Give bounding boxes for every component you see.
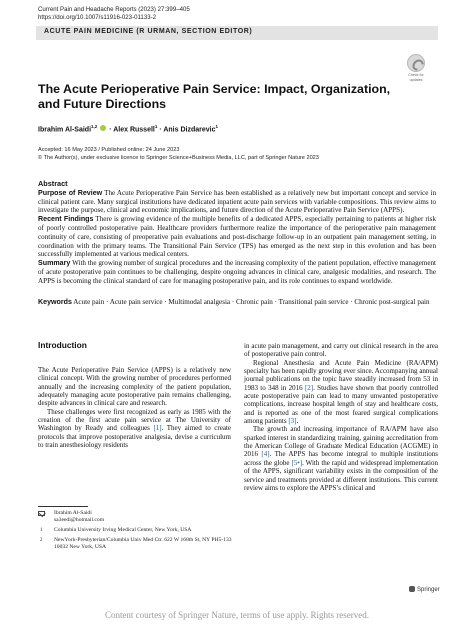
- keywords-text: Acute pain · Acute pain service · Multimodal analgesia · Chronic pain · Transitional pain service · Chronic post-surgical pain: [71, 298, 430, 306]
- paragraph-text: . Studies have shown that poorly controlled acute postoperative pain can lead to many unwanted postoperative complications, increase hospital length of stay and healthcare costs, and is reported as one of the most feared surgical complications among patients: [244, 383, 439, 426]
- springer-horse-icon: [409, 586, 415, 592]
- purpose-text: The Acute Perioperative Pain Service has been established as a relatively new but important concept and service in clinical patient care. Many surgical institutions have dedicated inpatient acute pain services with variable compositions. This review aims to investigate the purpose, clinical and economic implications, and future direction of the Acute Perioperative Pain Service (APPS).: [38, 188, 436, 215]
- paragraph-text: These challenges were first recognized as early as 1985 with the creation of the first acute pain service at The University of Washington by Ready and colleagues: [38, 407, 231, 433]
- author-name[interactable]: Anis Dizdarevic: [163, 126, 216, 134]
- author-name[interactable]: Ibrahim Al-Saidi: [38, 126, 92, 134]
- findings-label: Recent Findings: [38, 215, 94, 224]
- abstract: [38, 180, 436, 286]
- check-updates-icon: [407, 54, 425, 72]
- check-updates-label-1: Check for: [408, 73, 424, 77]
- author-name[interactable]: Alex Russell: [113, 126, 155, 134]
- copyright-line: © The Author(s), under exclusive licence to Springer Science+Business Media, LLC, part of Springer Nature 2023: [38, 154, 319, 161]
- citation-link[interactable]: [2]: [304, 383, 314, 392]
- right-column: [244, 342, 438, 492]
- author-separator: ·: [107, 126, 114, 134]
- intro-paragraph: [38, 408, 231, 450]
- summary-text: With the growing number of surgical procedures and the increasing complexity of the patient population, effective management of acute postoperative pain continues to be challenging, despite ongoing advances in clinical care, analgesic modalities, and research. The APPS is becoming the clinical standard of care for managing postoperative pain, and its role continues to expand worldwide.: [38, 259, 436, 285]
- footnote-mark: 2: [40, 538, 43, 543]
- paragraph-text: . The APPS has become integral to multiple institutions across the globe: [244, 450, 438, 467]
- check-updates-label-2: updates: [409, 78, 423, 82]
- introduction-heading: Introduction: [38, 340, 87, 350]
- abstract-summary: [38, 259, 436, 285]
- courtesy-watermark: Content courtesy of Springer Nature, terms of use apply. Rights reserved.: [104, 610, 370, 620]
- corresponding-name: Ibrahim Al-Saidi: [54, 510, 92, 516]
- paragraph-text: The growth and increasing importance of RA/APM have also sparked interest in standardizing training, gaining accreditation from the American College of Graduate Medical Education (ACGME) in 2016: [244, 425, 438, 459]
- affiliation-text: Columbia University Irving Medical Center, New York, USA: [54, 527, 192, 533]
- corresponding-email[interactable]: sa3eedi@hotmail.com: [54, 517, 105, 523]
- author-separator: ·: [157, 126, 164, 134]
- purpose-label: Purpose of Review: [38, 188, 103, 197]
- doi-link[interactable]: https://doi.org/10.1007/s11916-023-01133-2: [38, 14, 157, 21]
- footnote-mark: 1: [40, 528, 43, 533]
- citation-link[interactable]: [1]: [153, 424, 162, 433]
- citation-link[interactable]: [4]: [261, 450, 270, 459]
- intro-paragraph: [244, 359, 438, 426]
- citation-link[interactable]: [3]: [288, 417, 297, 426]
- author-affiliation: 1: [154, 124, 158, 129]
- section-label: ACUTE PAIN MEDICINE (R URMAN, SECTION EDITOR): [44, 28, 253, 35]
- corresponding-author: [38, 510, 233, 524]
- keywords-label: Keywords: [38, 298, 72, 306]
- envelope-icon: [38, 511, 45, 516]
- paragraph-text: Regional Anesthesia and Acute Pain Medicine (RA/APM) specialty has been rapidly growing ever since. Accompanying annual journal publications on the topic have steadily increased from 53 in 1983 to 348 in 2016: [244, 358, 438, 392]
- footnote-divider: [38, 506, 88, 507]
- findings-text: There is growing evidence of the multiple benefits of a dedicated APPS, especially pertaining to patients at higher risk of poorly controlled postoperative pain. Healthcare providers furthermore realize the importance of the perioperative pain management continuity of care, consisting of preoperative pain evaluations and post-discharge follow-up in an outpatient pain management setting, in coordination with the primary teams. The Transitional Pain Service (TPS) has emerged as the next step in this evolution and has been successfully implemented at various medical centers.: [38, 215, 436, 259]
- journal-citation: [38, 6, 190, 22]
- abstract-purpose: [38, 189, 436, 215]
- intro-paragraph: in acute pain management, and carry out clinical research in the area of postoperative pain control.: [244, 342, 438, 359]
- author-affiliation: 1: [215, 124, 218, 129]
- publisher-logo: [409, 586, 440, 593]
- publication-dates: [38, 147, 319, 162]
- left-column: [38, 366, 231, 449]
- paragraph-text: . With the rapid and widespread implementation of the APPS, significant variability exists in the composition of the service and treatments provided at different institutions. This current review aims to explore the APPS’s clinical and: [244, 458, 438, 492]
- check-for-updates-badge[interactable]: [404, 54, 428, 82]
- journal-issue: Current Pain and Headache Reports (2023) 27:399–405: [38, 6, 190, 13]
- accepted-published: Accepted: 16 May 2023 / Published online: 24 June 2023: [38, 147, 180, 153]
- author-list: [38, 124, 218, 133]
- affiliation-footnote: [38, 537, 233, 551]
- section-bar: [36, 26, 438, 40]
- affiliation-text: NewYork-Presbyterian/Columbia Univ Med Ctr. 622 W 168th St, NY PH5-133 10032 New York, USA: [54, 537, 232, 550]
- orcid-icon[interactable]: [100, 125, 106, 131]
- paragraph-text: .: [296, 417, 299, 426]
- intro-paragraph: [244, 425, 438, 492]
- affiliation-footnote: [38, 527, 233, 534]
- abstract-findings: [38, 215, 436, 259]
- abstract-heading: Abstract: [38, 179, 68, 188]
- keywords: [38, 298, 438, 307]
- author-affiliation: 1,2: [91, 124, 98, 129]
- publisher-name: Springer: [417, 587, 440, 593]
- intro-paragraph: The Acute Perioperative Pain Service (APPS) is a relatively new clinical concept. With the growing number of procedures performed annually and the increasing complexity of the patient population, adequately managing acute postoperative pain remains challenging, despite advances in clinical care and research.: [38, 366, 231, 408]
- footnotes: [38, 510, 233, 554]
- citation-link[interactable]: [5•]: [291, 458, 303, 467]
- article-title: The Acute Perioperative Pain Service: Impact, Organization, and Future Directions: [38, 82, 391, 111]
- summary-label: Summary: [38, 259, 71, 268]
- paragraph-text: . They aimed to create protocols that improve postoperative analgesia, devise a curriculum to train anesthesiology residents: [38, 424, 231, 450]
